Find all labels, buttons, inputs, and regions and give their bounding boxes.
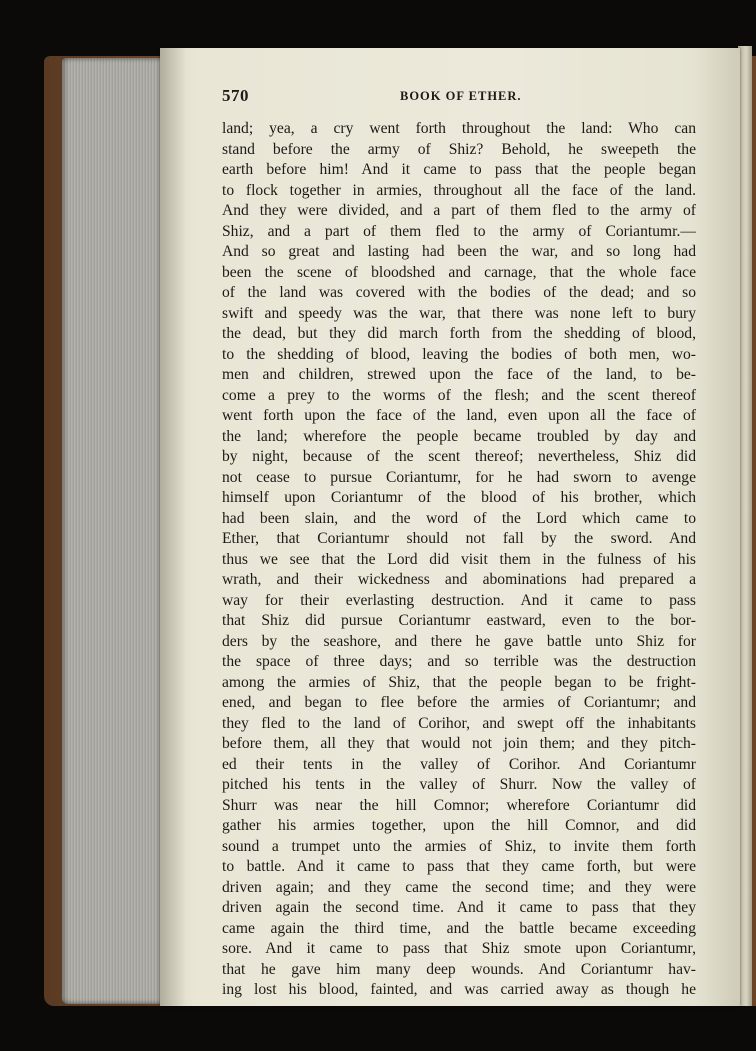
- text-line: to battle. And it came to pass that they came forth, but were: [222, 858, 696, 875]
- page-edges: [62, 58, 166, 1004]
- text-line: the dead, but they did march forth from the shedding of blood,: [222, 325, 696, 342]
- text-line: the space of three days; and so terrible was the destruction: [222, 653, 696, 670]
- text-line: men and children, strewed upon the face of the land, to be-: [222, 366, 696, 383]
- text-line: swift and speedy was the war, that there was none left to bury: [222, 304, 696, 322]
- text-line: driven again; and they came the second time; and they were: [222, 878, 696, 896]
- text-line: the land; wherefore the people became troubled by day and: [222, 427, 696, 445]
- text-line: Shiz, and a part of them fled to the army of Coriantumr.—: [222, 222, 696, 240]
- text-line: went forth upon the face of the land, even upon all the face of: [222, 407, 696, 424]
- text-line: ed their tents in the valley of Corihor. And Coriantumr: [222, 755, 696, 773]
- text-line: had been slain, and the word of the Lord which came to: [222, 509, 696, 527]
- next-page-edge: [738, 46, 752, 1006]
- page-number: 570: [222, 86, 249, 105]
- text-line: ing lost his blood, fainted, and was carried away as though he: [222, 981, 696, 998]
- text-line: sound a trumpet unto the armies of Shiz, to invite them forth: [222, 837, 696, 855]
- text-line: among the armies of Shiz, that the people began to be fright-: [222, 673, 696, 691]
- text-line: thus we see that the Lord did visit them in the fulness of his: [222, 550, 696, 568]
- text-line: to flock together in armies, throughout all the face of the land.: [222, 181, 696, 199]
- text-line: stand before the army of Shiz? Behold, he sweepeth the: [222, 140, 696, 158]
- text-line: And so great and lasting had been the war, and so long had: [222, 243, 696, 260]
- text-line: come a prey to the worms of the flesh; and the scent thereof: [222, 386, 696, 404]
- text-line: came again the third time, and the battle became exceeding: [222, 919, 696, 937]
- text-line: land; yea, a cry went forth throughout the land: Who can: [222, 120, 696, 137]
- text-line: of the land was covered with the bodies of the dead; and so: [222, 284, 696, 301]
- body-text: [222, 119, 696, 1001]
- text-line: driven again the second time. And it came to pass that they: [222, 899, 696, 916]
- text-line: not cease to pursue Coriantumr, for he had sworn to avenge: [222, 468, 696, 486]
- page-header: [222, 86, 696, 108]
- text-line: himself upon Coriantumr of the blood of his brother, which: [222, 489, 696, 506]
- text-line: that Shiz did pursue Coriantumr eastward, even to the bor-: [222, 612, 696, 629]
- text-line: been the scene of bloodshed and carnage, that the whole face: [222, 263, 696, 281]
- text-line: they fled to the land of Corihor, and swept off the inhabitants: [222, 714, 696, 732]
- text-line: ened, and began to flee before the armies of Coriantumr; and: [222, 694, 696, 711]
- text-line: by night, because of the scent thereof; nevertheless, Shiz did: [222, 448, 696, 465]
- text-line: pitched his tents in the valley of Shurr. Now the valley of: [222, 776, 696, 793]
- text-line: sore. And it came to pass that Shiz smote upon Coriantumr,: [222, 940, 696, 957]
- text-line: ders by the seashore, and there he gave battle unto Shiz for: [222, 632, 696, 650]
- text-line: earth before him! And it came to pass that the people began: [222, 161, 696, 178]
- text-line: way for their everlasting destruction. And it came to pass: [222, 591, 696, 609]
- text-line: Shurr was near the hill Comnor; wherefore Coriantumr did: [222, 796, 696, 814]
- running-head: BOOK OF ETHER.: [400, 89, 522, 103]
- text-line: Ether, that Coriantumr should not fall by the sword. And: [222, 530, 696, 547]
- text-line: that he gave him many deep wounds. And Coriantumr hav-: [222, 960, 696, 978]
- text-line: And they were divided, and a part of them fled to the army of: [222, 202, 696, 219]
- text-line: to the shedding of blood, leaving the bodies of both men, wo-: [222, 345, 696, 363]
- text-line: wrath, and their wickedness and abominations had prepared a: [222, 571, 696, 588]
- text-line: before them, all they that would not join them; and they pitch-: [222, 735, 696, 752]
- text-line: gather his armies together, upon the hill Comnor, and did: [222, 817, 696, 834]
